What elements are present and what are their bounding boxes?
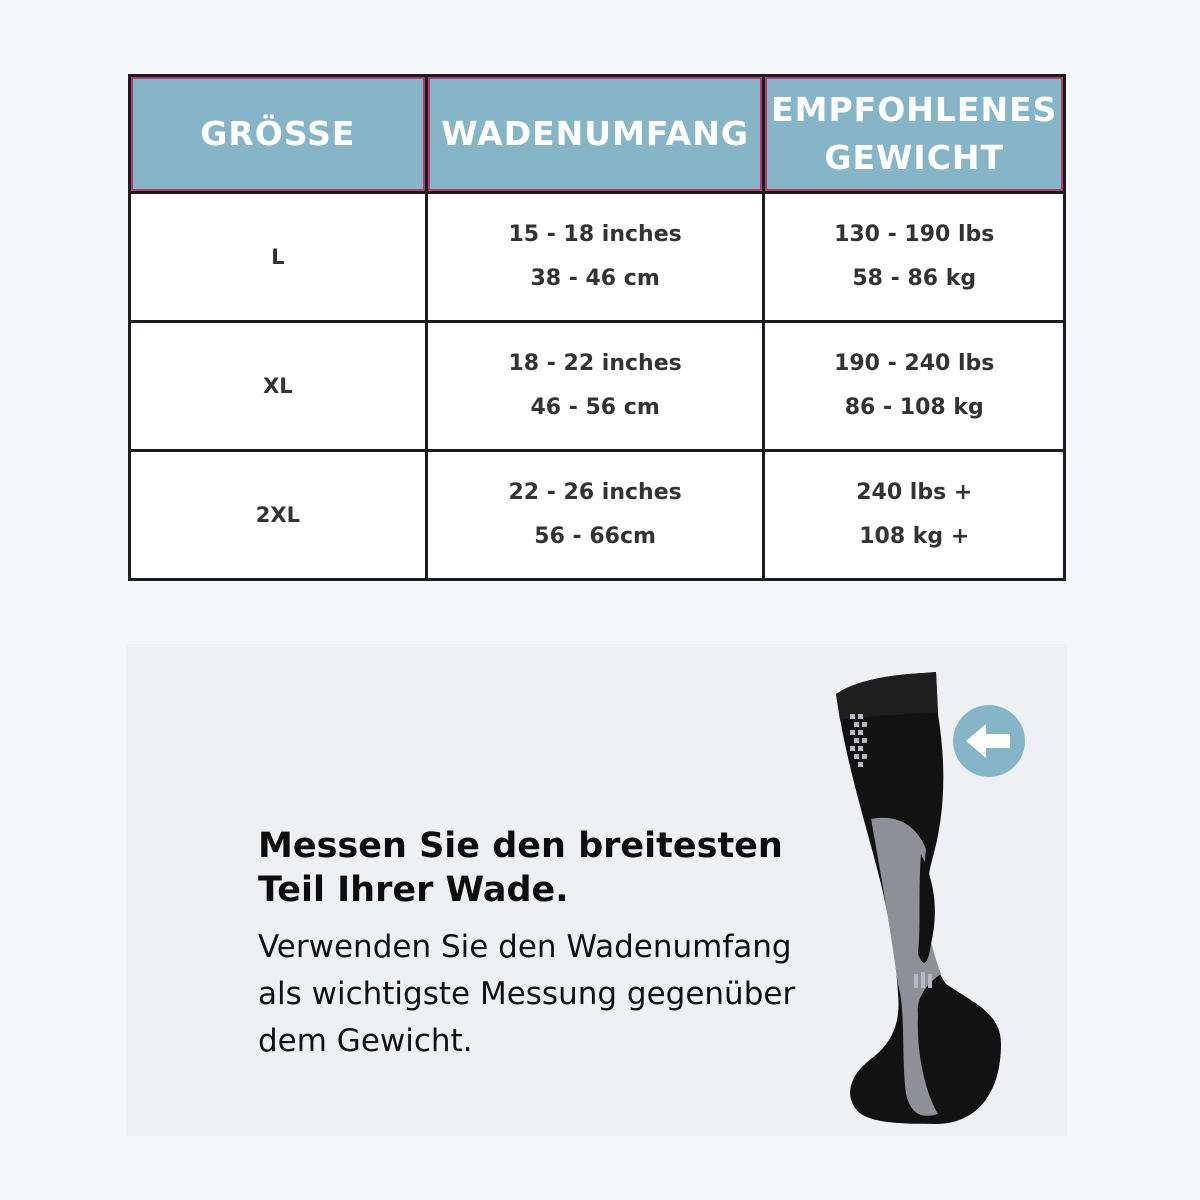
size-cell: L [130, 193, 427, 322]
header-size: GRÖSSE [130, 76, 427, 193]
weight-lbs: 130 - 190 lbs [834, 222, 995, 247]
arrow-left-icon [952, 704, 1026, 778]
calf-inches: 22 - 26 inches [508, 480, 682, 505]
weight-lbs: 190 - 240 lbs [834, 351, 995, 376]
table-header-row [130, 76, 1065, 193]
weight-kg: 86 - 108 kg [844, 395, 984, 420]
calf-cm: 38 - 46 cm [530, 266, 660, 291]
size-cell: 2XL [130, 451, 427, 580]
weight-lbs: 240 lbs + [856, 480, 973, 505]
header-weight-line-1: EMPFOHLENES [771, 90, 1058, 130]
table-row [130, 322, 1065, 451]
header-calf-circumference: WADENUMFANG [426, 76, 764, 193]
calf-inches: 15 - 18 inches [508, 222, 682, 247]
measurement-instructions-panel [126, 644, 1067, 1136]
calf-cm: 56 - 66cm [534, 524, 656, 549]
measurement-description: Verwenden Sie den Wadenumfang als wichtigste Messung gegenüber dem Gewicht. [258, 929, 796, 1059]
size-cell: XL [130, 322, 427, 451]
calf-inches: 18 - 22 inches [508, 351, 682, 376]
weight-cell [764, 193, 1065, 322]
calf-cell [426, 322, 764, 451]
weight-cell [764, 451, 1065, 580]
calf-cell [426, 193, 764, 322]
calf-cell [426, 451, 764, 580]
calf-cm: 46 - 56 cm [530, 395, 660, 420]
size-chart-table [128, 74, 1066, 581]
weight-kg: 108 kg + [859, 524, 970, 549]
weight-cell [764, 322, 1065, 451]
table-row [130, 451, 1065, 580]
measurement-title: Messen Sie den breitesten Teil Ihrer Wade. [258, 826, 783, 910]
weight-kg: 58 - 86 kg [852, 266, 977, 291]
table-row [130, 193, 1065, 322]
header-weight-line-2: GEWICHT [824, 138, 1005, 177]
header-recommended-weight [764, 76, 1065, 193]
